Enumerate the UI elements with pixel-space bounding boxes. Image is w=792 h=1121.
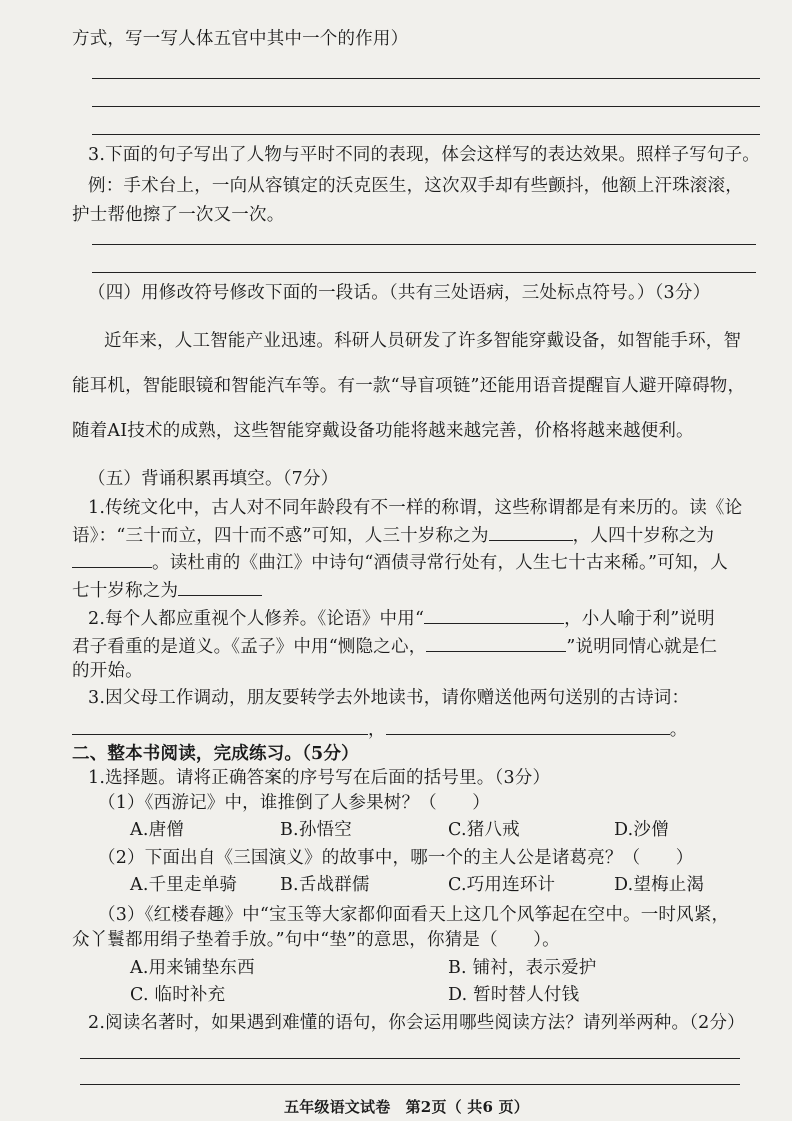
answer-line[interactable] (80, 1058, 740, 1059)
option[interactable]: B. 铺衬，表示爱护 (448, 958, 597, 978)
section-5-q2 (88, 605, 715, 630)
option[interactable]: C.巧用连环计 (448, 875, 556, 895)
text: 。读杜甫的《曲江》中诗句“酒债寻常行处有，人生七十古来稀。”可知，人 (152, 553, 728, 573)
paragraph-line: 随着AI技术的成熟，这些智能穿戴设备功能将越来越完善，价格将越来越便利。 (72, 421, 694, 441)
text: ”说明同情心就是仁 (566, 637, 718, 657)
part-2-title: 二、整本书阅读，完成练习。（5分） (72, 744, 359, 764)
option[interactable]: B.舌战群儒 (280, 875, 370, 895)
option[interactable]: C. 临时补充 (130, 985, 226, 1005)
answer-line[interactable] (92, 106, 760, 107)
fill-blank[interactable] (426, 633, 566, 652)
part-2-q1-1: （1）《西游记》中，谁推倒了人参果树？（ ） (98, 793, 490, 813)
fill-blank[interactable] (72, 549, 152, 568)
option[interactable]: A.用来铺垫东西 (130, 958, 255, 978)
fill-blank[interactable] (489, 522, 573, 541)
fill-blank[interactable] (424, 605, 564, 624)
page-footer: 五年级语文试卷 第2页（ 共6 页） (284, 1098, 529, 1116)
section-5-q1-line4 (72, 577, 262, 602)
text: ，小人喻于利”说明 (564, 609, 715, 629)
paragraph-line: 能耳机，智能眼镜和智能汽车等。有一款“导盲项链”还能用语音提醒盲人避开障碍物， (72, 376, 746, 396)
section-4-title: （四）用修改符号修改下面的一段话。（共有三处语病，三处标点符号。）（3分） (88, 283, 711, 303)
answer-line[interactable] (92, 134, 760, 135)
option[interactable]: D.望梅止渴 (614, 875, 705, 895)
text: 君子看重的是道义。《孟子》中用“恻隐之心， (72, 637, 427, 657)
option[interactable]: D. 暂时替人付钱 (448, 985, 580, 1005)
option[interactable]: C.猪八戒 (448, 820, 520, 840)
section-5-q1-line3 (72, 549, 728, 574)
answer-line[interactable] (80, 1084, 740, 1085)
part-2-q1-3-cont: 众丫鬟都用绢子垫着手放。”句中“垫”的意思，你猜是（ ）。 (72, 930, 560, 950)
text: 2.每个人都应重视个人修养。《论语》中用“ (88, 609, 425, 629)
text: ， (368, 720, 386, 740)
part-2-q1: 1.选择题。请将正确答案的序号写在后面的括号里。（3分） (88, 768, 551, 788)
answer-line[interactable] (92, 244, 756, 245)
section-5-q1: 1.传统文化中，古人对不同年龄段有不一样的称谓，这些称谓都是有来历的。读《论 (88, 498, 743, 518)
part-2-q2: 2.阅读名著时，如果遇到难懂的语句，你会运用哪些阅读方法？请列举两种。（2分） (88, 1013, 745, 1033)
answer-line[interactable] (92, 272, 756, 273)
option[interactable]: B.孙悟空 (280, 820, 352, 840)
part-2-q1-3: （3）《红楼春趣》中“宝玉等大家都仰面看天上这几个风筝起在空中。一时风紧， (98, 905, 730, 925)
question-3-example: 例：手术台上，一向从容镇定的沃克医生，这次双手却有些颤抖，他额上汗珠滚滚， (88, 176, 743, 196)
option[interactable]: A.唐僧 (130, 820, 185, 840)
section-5-q3-line2 (72, 716, 687, 741)
text: 语》：“三十而立，四十而不惑”可知，人三十岁称之为 (72, 526, 489, 546)
text-line: 方式，写一写人体五官中其中一个的作用） (72, 29, 409, 49)
fill-blank[interactable] (72, 716, 368, 735)
text: 。 (669, 720, 688, 740)
option[interactable]: A.千里走单骑 (130, 875, 238, 895)
section-5-q1-line2 (72, 522, 714, 547)
question-3-title: 3.下面的句子写出了人物与平时不同的表现，体会这样写的表达效果。照样子写句子。 (88, 145, 760, 165)
option[interactable]: D.沙僧 (614, 820, 669, 840)
section-5-title: （五）背诵积累再填空。（7分） (88, 469, 339, 489)
paragraph-line: 近年来，人工智能产业迅速。科研人员研发了许多智能穿戴设备，如智能手环，智 (104, 331, 742, 351)
text: ，人四十岁称之为 (572, 526, 715, 546)
fill-blank[interactable] (178, 577, 262, 596)
section-5-q2-line2 (72, 633, 717, 658)
section-5-q2-line3: 的开始。 (72, 661, 143, 681)
answer-line[interactable] (92, 78, 760, 79)
text: 七十岁称之为 (72, 581, 179, 601)
part-2-q1-2: （2）下面出自《三国演义》的故事中，哪一个的主人公是诸葛亮？（ ） (98, 848, 694, 868)
section-5-q3: 3.因父母工作调动，朋友要转学去外地读书，请你赠送他两句送别的古诗词： (88, 688, 690, 708)
fill-blank[interactable] (386, 716, 670, 735)
question-3-example-cont: 护士帮他擦了一次又一次。 (72, 205, 285, 225)
